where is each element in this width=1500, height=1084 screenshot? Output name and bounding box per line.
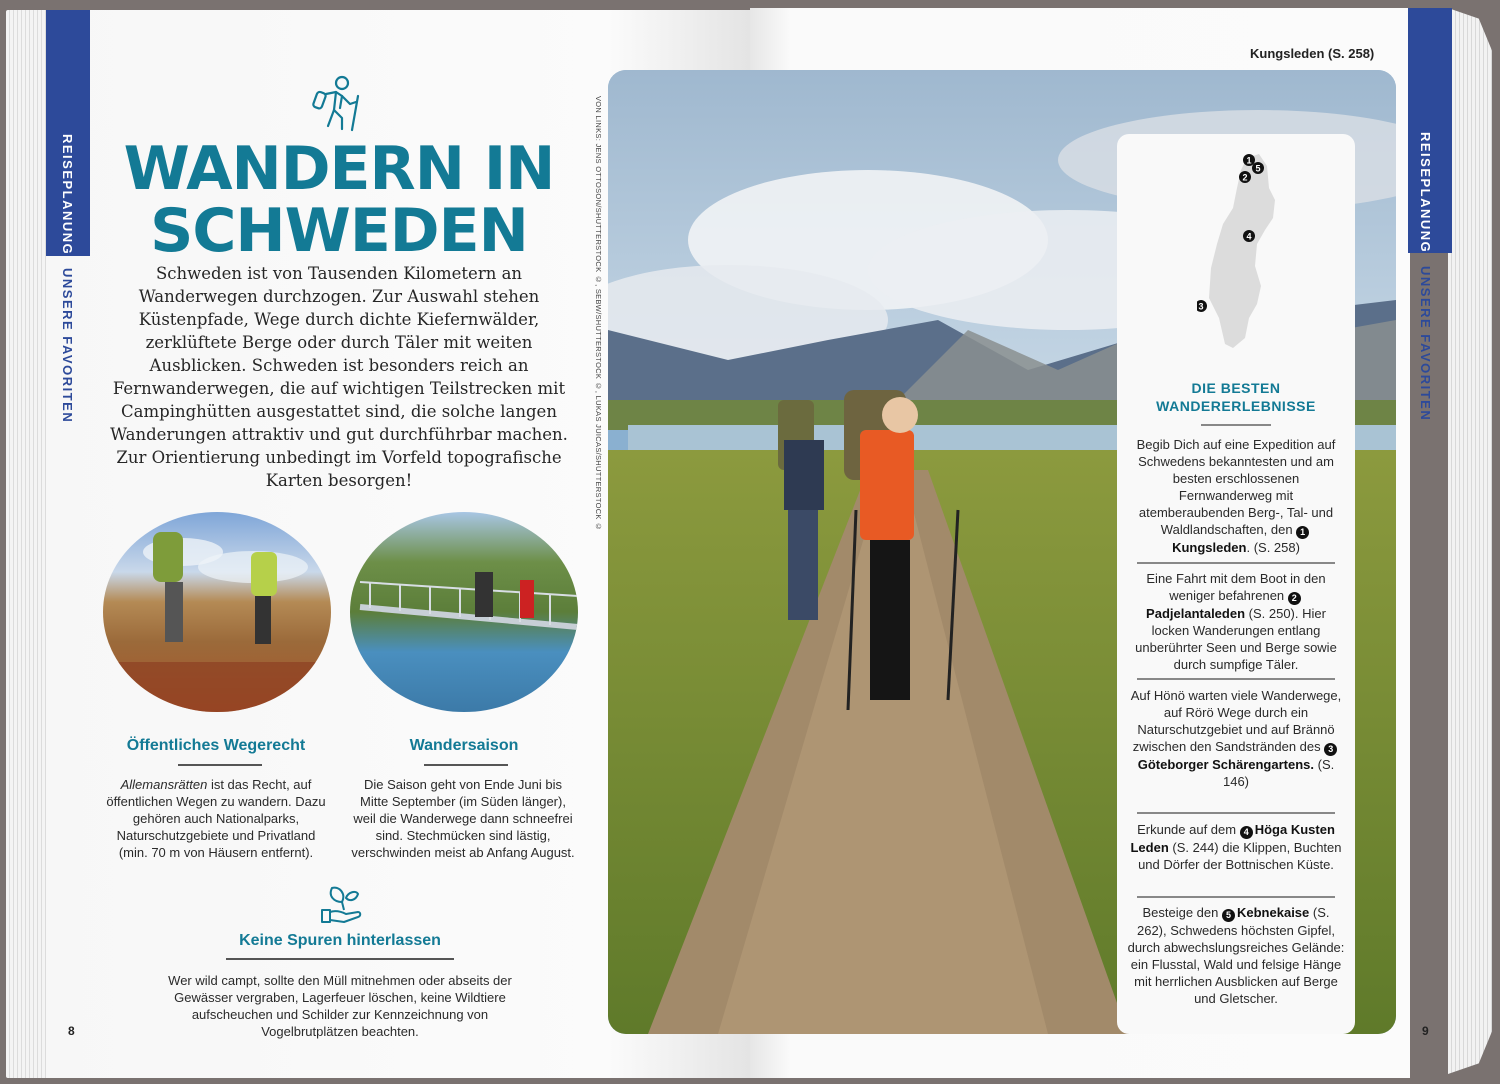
divider: [1137, 812, 1335, 814]
page-title: [104, 134, 574, 266]
highlight-padjelantaleden: Eine Fahrt mit dem Boot in den weniger befahrenen 2Padjelantaleden (S. 250). Hier locken Wanderungen entlang unberührter Seen und Berge sowie durch sumpfige Täler.: [1135, 571, 1337, 672]
marker-4-icon: 4: [1240, 826, 1253, 839]
highlights-card: [1117, 134, 1355, 1034]
svg-text:3: 3: [1198, 301, 1204, 312]
divider: [1137, 678, 1335, 680]
sweden-map: [1197, 148, 1297, 358]
marker-5-icon: 5: [1222, 909, 1235, 922]
subsection-tab-label: UNSERE FAVORITEN: [1418, 266, 1433, 422]
divider: [1137, 896, 1335, 898]
intro-paragraph: Schweden ist von Tausenden Kilometern an Wanderwegen durchzogen. Zur Auswahl stehen Küstenpfade, Wege durch dichte Kiefernwälder, zerklüftete Berge oder durch Täler mit weiten Ausblicken. Schweden ist besonders reich an Fernwanderwegen, die auf wichtigen Teilstrecken mit Campinghütten ausgestattet sind, die solche langen Wanderungen attraktiv und gut durchführbar machen. Zur Orientierung unbedingt im Vorfeld topografische Karten besorgen!: [110, 264, 568, 490]
highlight-hoega-kusten: Erkunde auf dem 4 Höga Kusten Leden (S. 244) die Klippen, Buchten und Dörfer der Bottnischen Küste.: [1130, 822, 1342, 872]
feature-text-wandersaison: Die Saison geht von Ende Juni bis Mitte September (im Süden länger), weil die Wanderwege dann schneefrei sind. Stechmücken sind lästig, verschwinden meist ab Anfang August.: [351, 777, 575, 860]
feature-title-wandersaison: Wandersaison: [409, 737, 519, 754]
svg-text:4: 4: [1246, 231, 1252, 242]
title-line-2: SCHWEDEN: [150, 196, 528, 266]
subsection-tab-label: UNSERE FAVORITEN: [60, 268, 75, 424]
svg-text:2: 2: [1242, 172, 1248, 183]
divider: [226, 958, 454, 960]
feature-title-keine-spuren: Keine Spuren hinterlassen: [239, 932, 441, 949]
page-edges-left: [6, 10, 48, 1078]
svg-text:1: 1: [1246, 155, 1252, 166]
highlight-goeteborg: Auf Hönö warten viele Wanderwege, auf Rörö Wege durch ein Naturschutzgebiet und auf Brännö zwischen den Sandstränden des 3Göteborger Schärengartens. (S. 146): [1130, 688, 1342, 789]
photo-suspension-bridge: [350, 512, 578, 712]
page-edges-right: [1448, 8, 1492, 1074]
marker-2-icon: 2: [1288, 592, 1301, 605]
page-number-left: 8: [68, 1024, 75, 1038]
feature-title-wegerecht: Öffentliches Wegerecht: [126, 737, 306, 754]
card-title: DIE BESTEN WANDERERLEBNISSE: [1156, 380, 1316, 414]
page-number-right: 9: [1422, 1024, 1429, 1038]
marker-1-icon: 1: [1296, 526, 1309, 539]
divider: [1137, 562, 1335, 564]
section-tab-label: REISEPLANUNG: [1418, 132, 1433, 254]
feature-text-wegerecht: Allemansrätten ist das Recht, auf öffentlichen Wegen zu wandern. Dazu gehören auch Nationalparks, Naturschutzgebiete und Privatland (min. 70 m von Häusern entfernt).: [106, 777, 326, 860]
divider: [1201, 424, 1271, 426]
divider: [424, 764, 508, 766]
title-line-1: WANDERN IN: [123, 134, 555, 204]
photo-caption: Kungsleden (S. 258): [1250, 46, 1375, 61]
highlight-kebnekaise: Besteige den 5 Kebnekaise (S. 262), Schwedens höchsten Gipfel, durch abwechslungsreiches Gelände: ein Flusstal, Wald und felsige Hänge mit herrlichen Ausblicken auf Berge und Gletscher.: [1127, 905, 1345, 1006]
svg-text:5: 5: [1255, 163, 1261, 174]
marker-3-icon: 3: [1324, 743, 1337, 756]
highlight-kungsleden: Begib Dich auf eine Expedition auf Schwedens bekanntesten und am besten erschlossenen Fernwanderweg mit atemberaubenden Berg-, Tal- und Waldlandschaften, den 1Kungsleden. (S. 258): [1136, 437, 1336, 555]
photo-hikers-autumn: [103, 512, 331, 712]
photo-credit: VON LINKS: JENS OTTOSON/SHUTTERSTOCK ©, SEBW/SHUTTERSTOCK ©, LUKAS JUICAS/SHUTTERSTOCK ©: [594, 96, 603, 532]
hiker-icon: [312, 74, 368, 134]
divider: [178, 764, 262, 766]
section-tab-label: REISEPLANUNG: [60, 134, 75, 256]
hand-plant-icon: [318, 884, 364, 926]
feature-text-keine-spuren: Wer wild campt, sollte den Müll mitnehmen oder abseits der Gewässer vergraben, Lagerfeuer löschen, keine Wildtiere aufscheuchen und Schilder zur Kennzeichnung von Vogelbrutplätzen beachten.: [168, 973, 512, 1039]
